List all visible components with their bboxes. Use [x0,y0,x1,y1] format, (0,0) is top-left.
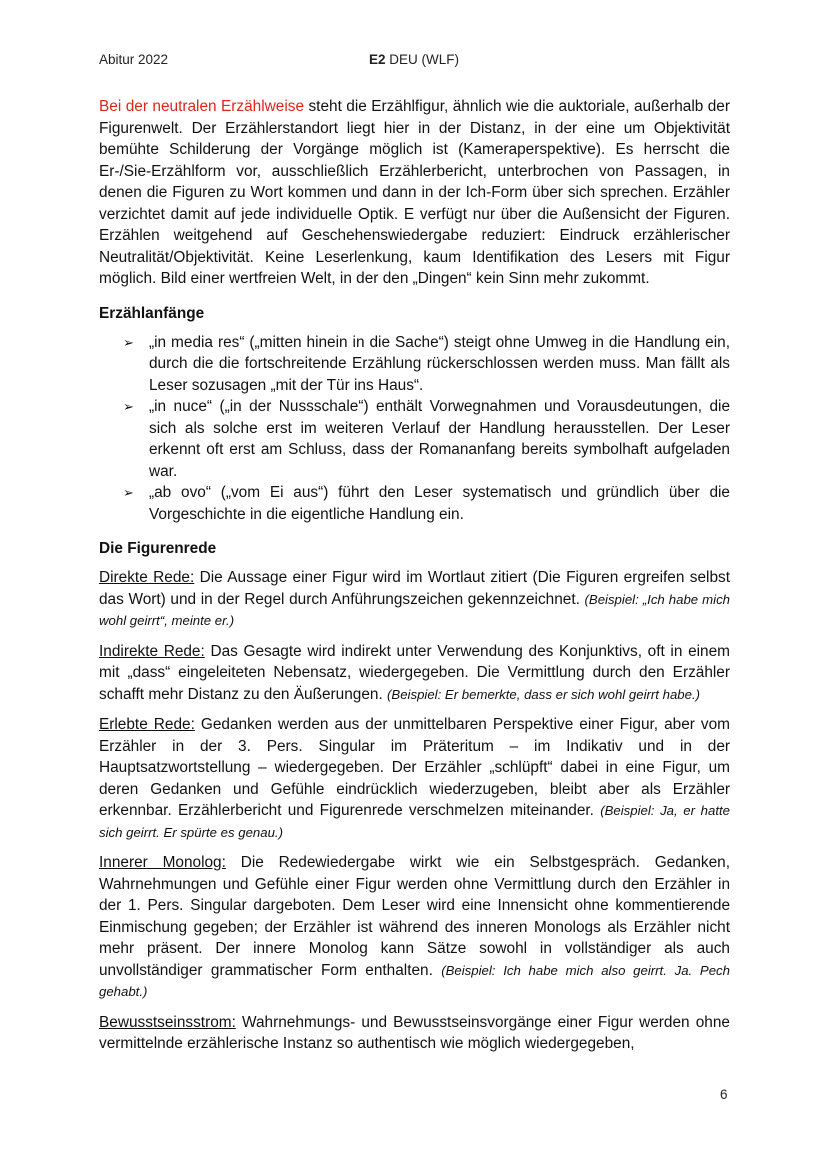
example-text: (Beispiel: Er bemerkte, dass er sich wohl geirrt habe.) [387,686,700,702]
section-heading-figurenrede: Die Figurenrede [99,540,217,557]
header-code-rest: DEU (WLF) [385,52,460,67]
arrowhead-bullet-icon: ➢ [123,485,134,500]
header-course-code [369,52,459,67]
header-exam-label: Abitur 2022 [99,52,169,67]
definition-indirekte-rede [99,641,730,706]
definition-erlebte-rede [99,714,730,843]
definition-bewusstseinsstrom [99,1012,730,1055]
example-text: (Beispiel: Ja, er hatte sich geirrt. Er spürte es genau.) [99,803,730,840]
list-item-text: „ab ovo“ („vom Ei aus“) führt den Leser systematisch und gründlich über die Vorgeschichte in die eigentliche Handlung ein. [149,484,730,523]
term-label: Direkte Rede: [99,569,195,586]
definition-text: Die Redewiedergabe wirkt wie ein Selbstgespräch. Gedanken, Wahrnehmungen und Gefühle einer Figur werden ohne Vermittlung durch den Erzähler in der 1. Pers. Singular dargeboten. Dem Leser wird eine Innensicht ohne kommentierende Einmischung gegeben; der Erzähler ist während des inneren Monologs als Erzähler nicht mehr präsent. Der innere Monolog kann Sätze sowohl in vollständiger als auch unvollständiger grammatischer Form enthalten. [99,854,731,979]
arrowhead-bullet-icon: ➢ [123,334,134,350]
intro-paragraph [99,96,730,290]
definition-text: Das Gesagte wird indirekt unter Verwendung des Konjunktivs, oft in einem mit „dass“ eingeleiteten Nebensatz, wiedergegeben. Die Vermittlung durch den Erzähler schafft mehr Distanz zu den Äußerungen. [99,642,730,703]
list-item [123,482,730,525]
page-number: 6 [720,1087,728,1102]
section-heading-erzaehlanfaenge: Erzählanfänge [99,304,205,322]
list-item-text: „in nuce“ („in der Nussschale“) enthält Vorwegnahmen und Vorausdeutungen, die sich als solche erst im weiteren Verlauf der Handlung herausstellen. Der Leser erkennt oft erst am Schluss, dass der Romananfang bereits symbolhaft aufgeladen war. [149,398,730,480]
intro-text: steht die Erzählfigur, ähnlich wie die auktoriale, außerhalb der Figurenwelt. Der Erzählerstandort liegt hier in der Distanz, in der eine um Objektivität bemühte Schilderung der Vorgänge möglich ist (Kameraperspektive). Es herrscht die Er-/Sie-Erzählform vor, ausschließlich Erzählerbericht, unterbrochen von Passagen, in denen die Figuren zu Wort kommen und dann in der Ich-Form über sich sprechen. Erzähler verzichtet damit auf jede individuelle Optik. E verfügt nur über die Außensicht der Figuren. Erzählen weitgehend auf Geschehenswiedergabe reduziert: Eindruck erzählerischer Neutralität/Objektivität. Keine Leserlenkung, kaum Identifikation des Lesers mit Figur möglich. Bild einer wertfreien Welt, in der den „Dingen“ kein Sinn mehr zukommt. [99,98,730,287]
arrowhead-bullet-icon: ➢ [123,399,134,414]
term-label: Erlebte Rede: [99,716,195,733]
header-code-bold: E2 [369,52,386,67]
definition-text: Die Aussage einer Figur wird im Wortlaut zitiert (Die Figuren ergreifen selbst das Wort) und in der Regel durch Anführungszeichen gekennzeichnet. [99,569,730,608]
example-text: (Beispiel: „Ich habe mich wohl geirrt“, meinte er.) [99,591,730,628]
list-item-text: „in media res“ („mitten hinein in die Sache“) steigt ohne Umweg in die Handlung ein, durch die die fortschreitende Erzählung rückerschlossen werden muss. Man fällt als Leser sozusagen „mit der Tür ins Haus“. [149,333,730,394]
intro-highlight: Bei der neutralen Erzählweise [99,98,305,115]
list-item [123,332,730,397]
term-label: Innerer Monolog: [99,854,226,871]
term-label: Indirekte Rede: [99,642,205,660]
definition-direkte-rede [99,567,730,632]
definition-text: Wahrnehmungs- und Bewusstseinsvorgänge einer Figur werden ohne vermittelnde erzählerische Instanz so authentisch wie möglich wiedergegeben, [99,1013,730,1052]
definition-innerer-monolog [99,852,730,1003]
list-item [123,396,730,482]
example-text: (Beispiel: Ich habe mich also geirrt. Ja. Pech gehabt.) [99,962,730,999]
page-content [99,96,730,1064]
term-label: Bewusstseinsstrom: [99,1013,236,1031]
erzaehlanfaenge-list [99,332,730,526]
definition-text: Gedanken werden aus der unmittelbaren Perspektive einer Figur, aber vom Erzähler in der 3. Pers. Singular im Präteritum – im Indikativ und in der Hauptsatzwortstellung – wiedergegeben. Der Erzähler „schlüpft“ dabei in eine Figur, um deren Gedanken und Gefühle eindrücklich wiederzugeben, bleibt aber als Erzähler erkennbar. Erzählerbericht und Figurenrede verschmelzen miteinander. [99,716,730,819]
